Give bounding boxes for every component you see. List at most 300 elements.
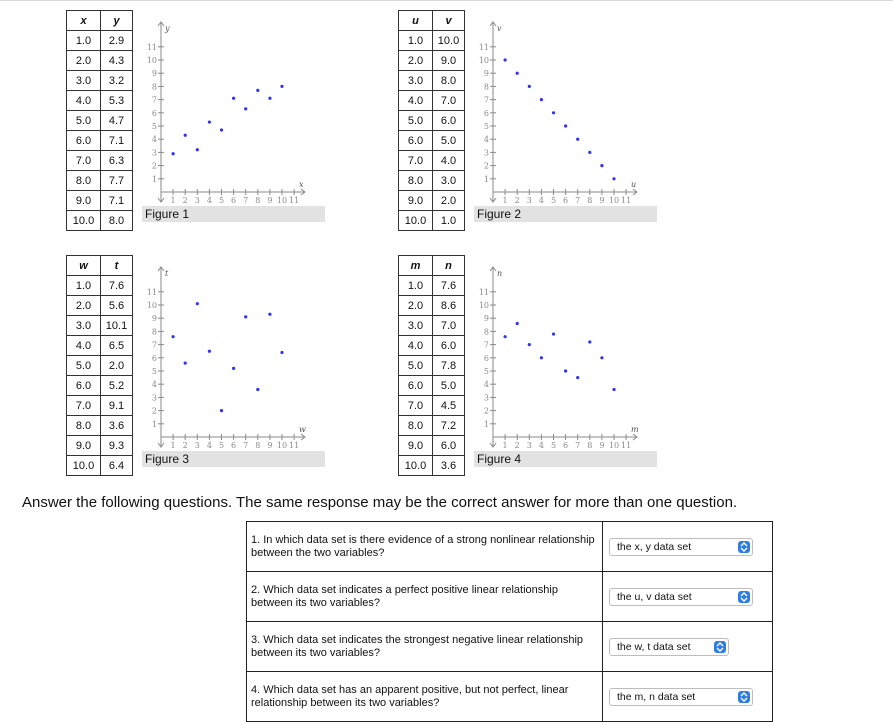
x-tick-label: 9: [267, 441, 273, 450]
data-point: [220, 409, 223, 412]
data-table-4: [398, 255, 465, 476]
y-tick-label: 6: [151, 108, 157, 118]
table-row: [67, 376, 133, 396]
table-cell: 4.0: [399, 336, 433, 356]
x-tick-label: 7: [243, 196, 249, 205]
question-row-1: [247, 522, 773, 572]
y-tick-label: 3: [151, 393, 157, 403]
data-point: [256, 388, 259, 391]
x-tick-label: 8: [255, 196, 261, 205]
data-point: [564, 124, 567, 127]
table-cell: 9.0: [399, 191, 433, 211]
x-tick-label: 8: [587, 196, 593, 205]
x-tick-label: 11: [289, 441, 300, 450]
table-cell: 6.0: [399, 131, 433, 151]
table-row: [67, 336, 133, 356]
figure-caption-1: Figure 1: [142, 206, 325, 222]
data-point: [564, 369, 567, 372]
table-cell: 4.0: [399, 91, 433, 111]
table-row: [67, 171, 133, 191]
x-tick-label: 6: [563, 441, 569, 450]
answer-cell: [603, 672, 773, 722]
table-cell: 4.7: [101, 111, 133, 131]
table-cell: 6.0: [433, 436, 465, 456]
x-tick-label: 4: [538, 196, 544, 205]
table-row: [399, 416, 465, 436]
table-cell: 9.0: [67, 191, 101, 211]
x-tick-label: 3: [526, 441, 532, 450]
table-cell: 3.0: [433, 171, 465, 191]
table-cell: 2.0: [67, 296, 101, 316]
y-tick-label: 10: [478, 301, 489, 310]
x-tick-label: 2: [182, 441, 188, 450]
table-cell: 8.0: [101, 211, 133, 231]
y-axis-label: t: [165, 269, 169, 278]
table-cell: 4.0: [67, 91, 101, 111]
answer-select-value: the m, n data set: [617, 691, 696, 703]
y-tick-label: 9: [151, 69, 157, 79]
data-point: [540, 356, 543, 359]
data-point: [528, 343, 531, 346]
y-tick-label: 3: [483, 148, 489, 158]
table-cell: 3.2: [101, 71, 133, 91]
column-header: n: [433, 256, 465, 276]
table-cell: 7.0: [67, 151, 101, 171]
table-cell: 5.0: [433, 131, 465, 151]
table-cell: 1.0: [67, 276, 101, 296]
x-tick-label: 10: [608, 196, 620, 205]
table-cell: 2.9: [101, 31, 133, 51]
table-cell: 6.0: [433, 336, 465, 356]
table-cell: 6.0: [399, 376, 433, 396]
table-cell: 8.0: [433, 71, 465, 91]
y-tick-label: 11: [146, 42, 157, 52]
y-tick-label: 2: [151, 406, 157, 416]
data-point: [504, 58, 507, 61]
data-point: [268, 97, 271, 100]
table-cell: 7.0: [433, 91, 465, 111]
table-cell: 7.0: [433, 316, 465, 336]
scatter-plot-3: [145, 267, 320, 450]
table-cell: 7.7: [101, 171, 133, 191]
question-row-3: [247, 622, 773, 672]
y-tick-label: 11: [478, 287, 489, 297]
answer-select-value: the u, v data set: [617, 591, 692, 603]
table-cell: 9.3: [101, 436, 133, 456]
data-point: [220, 128, 223, 131]
table-cell: 8.0: [399, 416, 433, 436]
y-tick-label: 8: [151, 82, 157, 92]
table-cell: 10.0: [67, 211, 101, 231]
column-header: v: [433, 11, 465, 31]
y-tick-label: 8: [483, 82, 489, 92]
y-tick-label: 7: [483, 340, 489, 350]
table-row: [399, 296, 465, 316]
table-cell: 9.0: [67, 436, 101, 456]
header-row: [399, 11, 465, 31]
table-cell: 5.0: [67, 356, 101, 376]
table-row: [67, 276, 133, 296]
table-cell: 3.0: [67, 71, 101, 91]
question-row-4: [247, 672, 773, 722]
x-tick-label: 8: [255, 441, 261, 450]
table-row: [399, 211, 465, 231]
scatter-plot-2: [477, 22, 652, 205]
table-cell: 7.6: [101, 276, 133, 296]
question-text: 2. Which data set indicates a perfect positive linear relationship between its two variables?: [247, 572, 603, 622]
table-cell: 9.0: [433, 51, 465, 71]
table-cell: 3.0: [399, 71, 433, 91]
table-cell: 8.0: [399, 171, 433, 191]
table-cell: 5.2: [101, 376, 133, 396]
answer-select-value: the x, y data set: [617, 541, 692, 553]
y-tick-label: 3: [483, 393, 489, 403]
instructions: Answer the following questions. The same response may be the correct answer for more than one question.: [22, 494, 738, 511]
x-axis-label: x: [298, 180, 304, 189]
data-table-3: [66, 255, 133, 476]
data-point: [184, 134, 187, 137]
table-cell: 2.0: [433, 191, 465, 211]
data-point: [516, 72, 519, 75]
scatter-plot-1: [145, 22, 320, 205]
x-tick-label: 6: [231, 196, 237, 205]
data-point: [516, 322, 519, 325]
x-tick-label: 1: [502, 441, 508, 450]
x-tick-label: 11: [289, 196, 300, 205]
top-divider: [0, 0, 893, 1]
select-chevron-icon: [714, 641, 726, 653]
table-cell: 6.3: [101, 151, 133, 171]
table-cell: 7.1: [101, 131, 133, 151]
table-row: [67, 71, 133, 91]
table-cell: 6.5: [101, 336, 133, 356]
data-point: [208, 350, 211, 353]
column-header: w: [67, 256, 101, 276]
answer-select-value: the w, t data set: [617, 641, 691, 653]
x-tick-label: 4: [206, 196, 212, 205]
x-tick-label: 10: [608, 441, 620, 450]
data-point: [612, 388, 615, 391]
column-header: x: [67, 11, 101, 31]
y-tick-label: 7: [151, 340, 157, 350]
table-row: [399, 376, 465, 396]
table-cell: 7.0: [67, 396, 101, 416]
select-chevron-icon: [738, 541, 750, 553]
table-cell: 7.0: [399, 151, 433, 171]
table-row: [67, 356, 133, 376]
y-tick-label: 9: [483, 314, 489, 324]
table-cell: 1.0: [399, 276, 433, 296]
table-row: [399, 131, 465, 151]
answer-cell: [603, 622, 773, 672]
table-cell: 8.0: [67, 416, 101, 436]
table-row: [67, 91, 133, 111]
select-chevron-icon: [738, 591, 750, 603]
y-axis-label: v: [497, 24, 502, 33]
table-row: [399, 91, 465, 111]
data-point: [232, 367, 235, 370]
header-row: [67, 256, 133, 276]
table-cell: 5.0: [67, 111, 101, 131]
table-cell: 8.0: [67, 171, 101, 191]
x-tick-label: 4: [538, 441, 544, 450]
x-axis-label: m: [630, 425, 639, 434]
y-tick-label: 8: [151, 327, 157, 337]
table-cell: 6.0: [433, 111, 465, 131]
x-tick-label: 2: [182, 196, 188, 205]
data-point: [184, 361, 187, 364]
table-row: [399, 191, 465, 211]
table-row: [399, 316, 465, 336]
column-header: u: [399, 11, 433, 31]
table-row: [67, 211, 133, 231]
data-point: [600, 356, 603, 359]
x-tick-label: 7: [575, 196, 581, 205]
answer-cell: [603, 522, 773, 572]
data-point: [540, 98, 543, 101]
data-point: [244, 315, 247, 318]
y-tick-label: 1: [151, 419, 157, 429]
x-tick-label: 3: [194, 441, 200, 450]
table-row: [67, 396, 133, 416]
table-row: [399, 31, 465, 51]
table-cell: 5.3: [101, 91, 133, 111]
table-cell: 6.0: [67, 376, 101, 396]
y-tick-label: 7: [151, 95, 157, 105]
table-cell: 3.0: [399, 316, 433, 336]
table-cell: 1.0: [433, 211, 465, 231]
table-row: [67, 111, 133, 131]
data-point: [576, 138, 579, 141]
table-cell: 2.0: [399, 296, 433, 316]
data-point: [196, 148, 199, 151]
table-cell: 2.0: [399, 51, 433, 71]
question-table: [246, 521, 773, 722]
question-text: 4. Which data set has an apparent positive, but not perfect, linear relationship between its two variables?: [247, 672, 603, 722]
x-tick-label: 11: [621, 196, 632, 205]
table-cell: 3.0: [67, 316, 101, 336]
y-tick-label: 4: [151, 135, 157, 145]
y-tick-label: 2: [483, 161, 489, 171]
table-row: [67, 151, 133, 171]
table-row: [399, 171, 465, 191]
table-cell: 5.6: [101, 296, 133, 316]
x-tick-label: 3: [194, 196, 200, 205]
table-cell: 10.0: [67, 456, 101, 476]
data-point: [612, 177, 615, 180]
data-point: [588, 151, 591, 154]
y-tick-label: 9: [151, 314, 157, 324]
y-tick-label: 2: [483, 406, 489, 416]
header-row: [399, 256, 465, 276]
y-tick-label: 1: [483, 419, 489, 429]
table-cell: 10.0: [399, 211, 433, 231]
x-tick-label: 10: [276, 196, 288, 205]
y-tick-label: 5: [483, 367, 489, 376]
table-row: [67, 191, 133, 211]
data-point: [196, 302, 199, 305]
table-cell: 1.0: [399, 31, 433, 51]
y-tick-label: 5: [151, 122, 157, 131]
x-tick-label: 7: [575, 441, 581, 450]
table-cell: 1.0: [67, 31, 101, 51]
answer-select-1[interactable]: [609, 538, 753, 556]
data-table-1: [66, 10, 133, 231]
y-tick-label: 3: [151, 148, 157, 158]
x-tick-label: 1: [170, 441, 176, 450]
table-row: [67, 51, 133, 71]
table-cell: 4.0: [433, 151, 465, 171]
data-point: [504, 335, 507, 338]
y-tick-label: 1: [483, 174, 489, 184]
data-point: [172, 335, 175, 338]
y-tick-label: 4: [483, 380, 489, 390]
figure-caption-3: Figure 3: [142, 451, 325, 467]
table-row: [67, 296, 133, 316]
data-point: [528, 85, 531, 88]
x-tick-label: 2: [514, 196, 520, 205]
table-row: [67, 131, 133, 151]
table-cell: 7.1: [101, 191, 133, 211]
x-tick-label: 7: [243, 441, 249, 450]
data-point: [600, 164, 603, 167]
select-chevron-icon: [738, 691, 750, 703]
x-tick-label: 1: [502, 196, 508, 205]
x-tick-label: 2: [514, 441, 520, 450]
answer-select-4[interactable]: [609, 688, 753, 706]
x-tick-label: 5: [550, 441, 557, 450]
table-cell: 3.6: [433, 456, 465, 476]
table-cell: 2.0: [101, 356, 133, 376]
table-row: [67, 316, 133, 336]
data-point: [576, 376, 579, 379]
table-cell: 5.0: [399, 356, 433, 376]
table-cell: 10.0: [433, 31, 465, 51]
y-tick-label: 11: [146, 287, 157, 297]
question-text: 1. In which data set is there evidence of a strong nonlinear relationship between the two variables?: [247, 522, 603, 572]
column-header: m: [399, 256, 433, 276]
data-point: [552, 332, 555, 335]
y-tick-label: 2: [151, 161, 157, 171]
table-row: [399, 456, 465, 476]
table-row: [399, 396, 465, 416]
table-row: [399, 436, 465, 456]
table-cell: 4.5: [433, 396, 465, 416]
x-tick-label: 5: [218, 441, 225, 450]
table-row: [399, 71, 465, 91]
y-tick-label: 6: [483, 108, 489, 118]
answer-cell: [603, 572, 773, 622]
x-tick-label: 8: [587, 441, 593, 450]
data-point: [232, 97, 235, 100]
answer-select-2[interactable]: [609, 588, 753, 606]
column-header: t: [101, 256, 133, 276]
x-tick-label: 5: [550, 196, 557, 205]
y-tick-label: 1: [151, 174, 157, 184]
figure-caption-2: Figure 2: [474, 206, 657, 222]
y-tick-label: 5: [151, 367, 157, 376]
y-tick-label: 6: [483, 353, 489, 363]
data-point: [172, 152, 175, 155]
x-tick-label: 9: [267, 196, 273, 205]
x-tick-label: 4: [206, 441, 212, 450]
x-tick-label: 10: [276, 441, 288, 450]
data-table-2: [398, 10, 465, 231]
y-tick-label: 5: [483, 122, 489, 131]
table-cell: 6.4: [101, 456, 133, 476]
y-tick-label: 11: [478, 42, 489, 52]
table-cell: 7.6: [433, 276, 465, 296]
table-cell: 7.8: [433, 356, 465, 376]
table-cell: 10.1: [101, 316, 133, 336]
data-point: [280, 85, 283, 88]
table-cell: 9.1: [101, 396, 133, 416]
table-row: [67, 456, 133, 476]
x-tick-label: 5: [218, 196, 225, 205]
table-cell: 5.0: [399, 111, 433, 131]
table-cell: 4.0: [67, 336, 101, 356]
data-point: [552, 111, 555, 114]
question-text: 3. Which data set indicates the strongest negative linear relationship between its two variables?: [247, 622, 603, 672]
column-header: y: [101, 11, 133, 31]
table-cell: 6.0: [67, 131, 101, 151]
x-tick-label: 1: [170, 196, 176, 205]
table-cell: 3.6: [101, 416, 133, 436]
answer-select-3[interactable]: [609, 638, 729, 656]
figure-caption-4: Figure 4: [474, 451, 657, 467]
table-cell: 4.3: [101, 51, 133, 71]
data-point: [280, 351, 283, 354]
x-axis-label: w: [298, 425, 306, 434]
y-tick-label: 8: [483, 327, 489, 337]
y-tick-label: 4: [483, 135, 489, 145]
y-tick-label: 7: [483, 95, 489, 105]
x-tick-label: 9: [599, 441, 605, 450]
y-tick-label: 10: [146, 56, 157, 65]
table-cell: 7.0: [399, 396, 433, 416]
scatter-plot-4: [477, 267, 652, 450]
x-tick-label: 6: [563, 196, 569, 205]
y-tick-label: 10: [146, 301, 157, 310]
table-row: [399, 276, 465, 296]
table-row: [67, 416, 133, 436]
y-axis-label: y: [165, 24, 170, 33]
data-point: [208, 120, 211, 123]
y-axis-label: n: [497, 269, 503, 278]
table-cell: 8.6: [433, 296, 465, 316]
table-row: [399, 336, 465, 356]
table-cell: 2.0: [67, 51, 101, 71]
table-row: [399, 51, 465, 71]
x-axis-label: u: [630, 180, 637, 189]
table-row: [399, 111, 465, 131]
x-tick-label: 11: [621, 441, 632, 450]
question-row-2: [247, 572, 773, 622]
data-point: [256, 89, 259, 92]
table-row: [399, 356, 465, 376]
x-tick-label: 3: [526, 196, 532, 205]
x-tick-label: 6: [231, 441, 237, 450]
data-point: [588, 340, 591, 343]
table-cell: 10.0: [399, 456, 433, 476]
y-tick-label: 10: [478, 56, 489, 65]
table-row: [67, 436, 133, 456]
y-tick-label: 9: [483, 69, 489, 79]
table-cell: 5.0: [433, 376, 465, 396]
y-tick-label: 4: [151, 380, 157, 390]
table-cell: 9.0: [399, 436, 433, 456]
table-cell: 7.2: [433, 416, 465, 436]
